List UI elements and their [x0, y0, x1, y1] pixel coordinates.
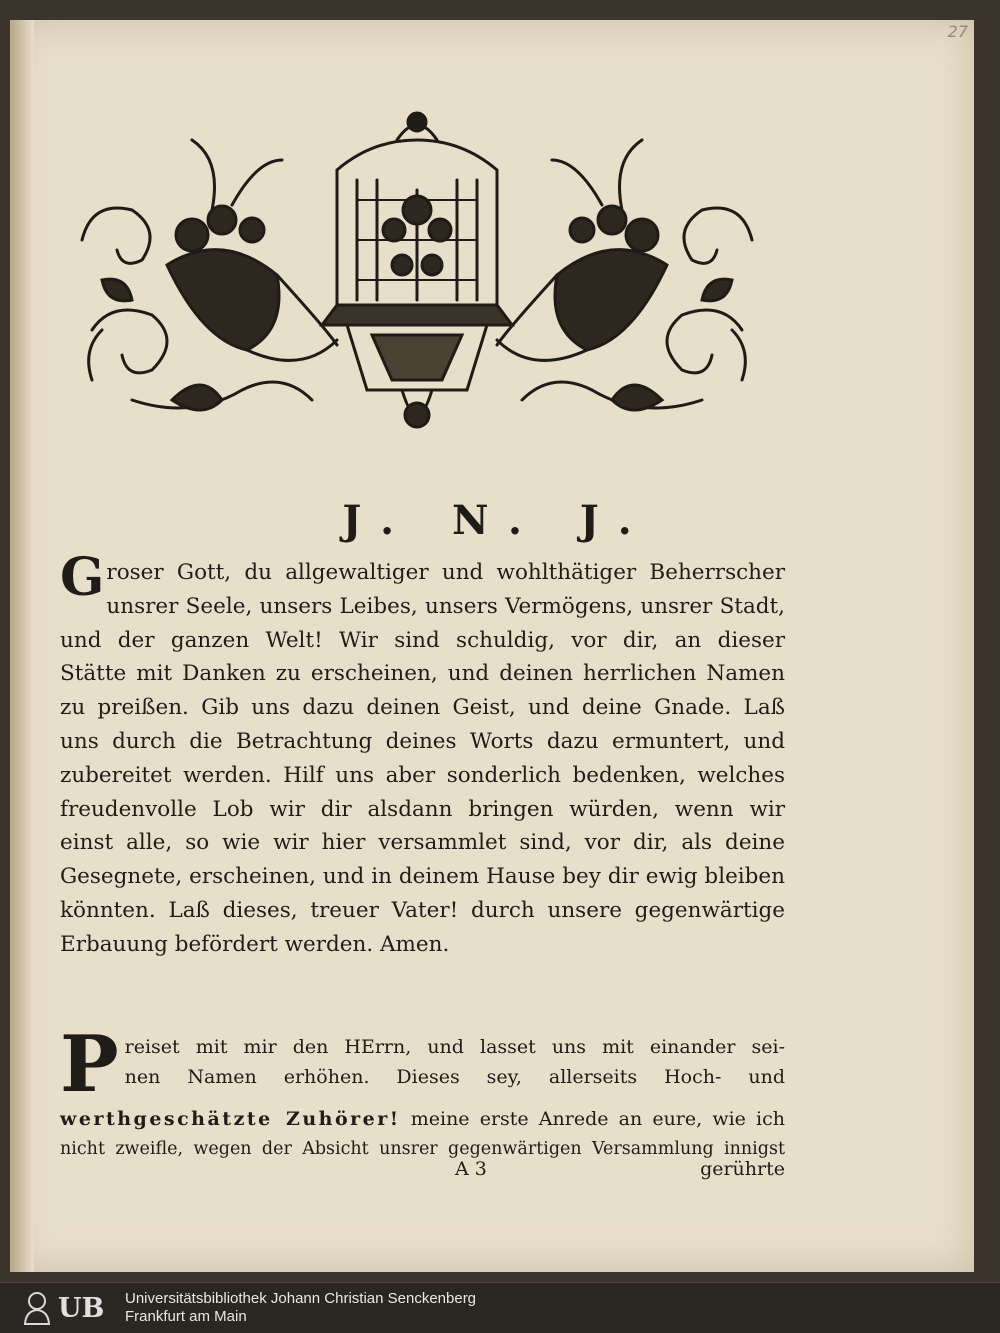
- logo-text: UB: [58, 1292, 105, 1324]
- prayer-line: könnten. Laß dieses, treuer Vater! durch unsere gegenwärtige: [60, 897, 785, 923]
- sermon-line: reiset mit mir den HErrn, und lasset uns mit einander sei-: [124, 1036, 785, 1058]
- institution-line-1: Universitätsbibliothek Johann Christian Senckenberg: [125, 1290, 477, 1307]
- book-page: [10, 20, 974, 1272]
- prayer-line: zu preißen. Gib uns dazu deinen Geist, und deine Gnade. Laß: [60, 695, 785, 721]
- prayer-line: freudenvolle Lob wir dir alsdann bringen würden, wenn wir: [60, 796, 785, 822]
- institution-name: [125, 1290, 476, 1326]
- prayer-line: einst alle, so wie wir hier versammlet sind, vor dir, als deine: [60, 830, 785, 856]
- bust-icon: [22, 1290, 52, 1326]
- headpiece-ornament: [72, 100, 762, 460]
- audience-address: werthgeschätzte Zuhörer!: [60, 1108, 401, 1130]
- prayer-line: Erbauung befördert werden. Amen.: [60, 931, 450, 957]
- prayer-paragraph: [60, 547, 785, 962]
- prayer-line: Stätte mit Danken zu erscheinen, und deinen herrlichen Namen: [60, 661, 785, 687]
- signature-mark: A 3: [455, 1158, 487, 1180]
- prayer-line: und der ganzen Welt! Wir sind schuldig, vor dir, an dieser: [60, 627, 785, 653]
- page-gutter: [12, 20, 34, 1272]
- sermon-dropcap: P: [60, 1019, 119, 1110]
- sermon-line-rest: meine erste Anrede an eure, wie ich: [410, 1108, 785, 1130]
- catchword: gerührte: [700, 1158, 785, 1180]
- sermon-line: nicht zweifle, wegen der Absicht unsrer gegenwärtigen Versammlung innigst: [60, 1139, 785, 1159]
- library-footer-bar: [0, 1282, 1000, 1333]
- institution-line-2: Frankfurt am Main: [125, 1308, 247, 1325]
- prayer-line: zubereitet werden. Hilf uns aber sonderlich bedenken, welches: [60, 762, 785, 788]
- prayer-line: unsrer Seele, unsers Leibes, unsers Vermögens, unsrer Stadt,: [106, 593, 785, 619]
- page-footer-line: [60, 1158, 785, 1188]
- sermon-line: [60, 1104, 785, 1134]
- prayer-line: roser Gott, du allgewaltiger und wohlthätiger Beherrscher: [106, 560, 785, 585]
- monogram-heading: J. N. J.: [342, 497, 654, 544]
- library-logo[interactable]: [22, 1289, 116, 1327]
- prayer-line: Gesegnete, erscheinen, und in deinem Hause bey dir ewig bleiben: [60, 864, 785, 890]
- prayer-dropcap: G: [60, 547, 105, 608]
- sermon-line: nen Namen erhöhen. Dieses sey, allerseits Hoch- und: [124, 1066, 785, 1088]
- prayer-line: uns durch die Betrachtung deines Worts dazu ermuntert, und: [60, 728, 785, 754]
- pencil-page-number: 27: [947, 22, 968, 41]
- sermon-paragraph: [60, 1019, 785, 1164]
